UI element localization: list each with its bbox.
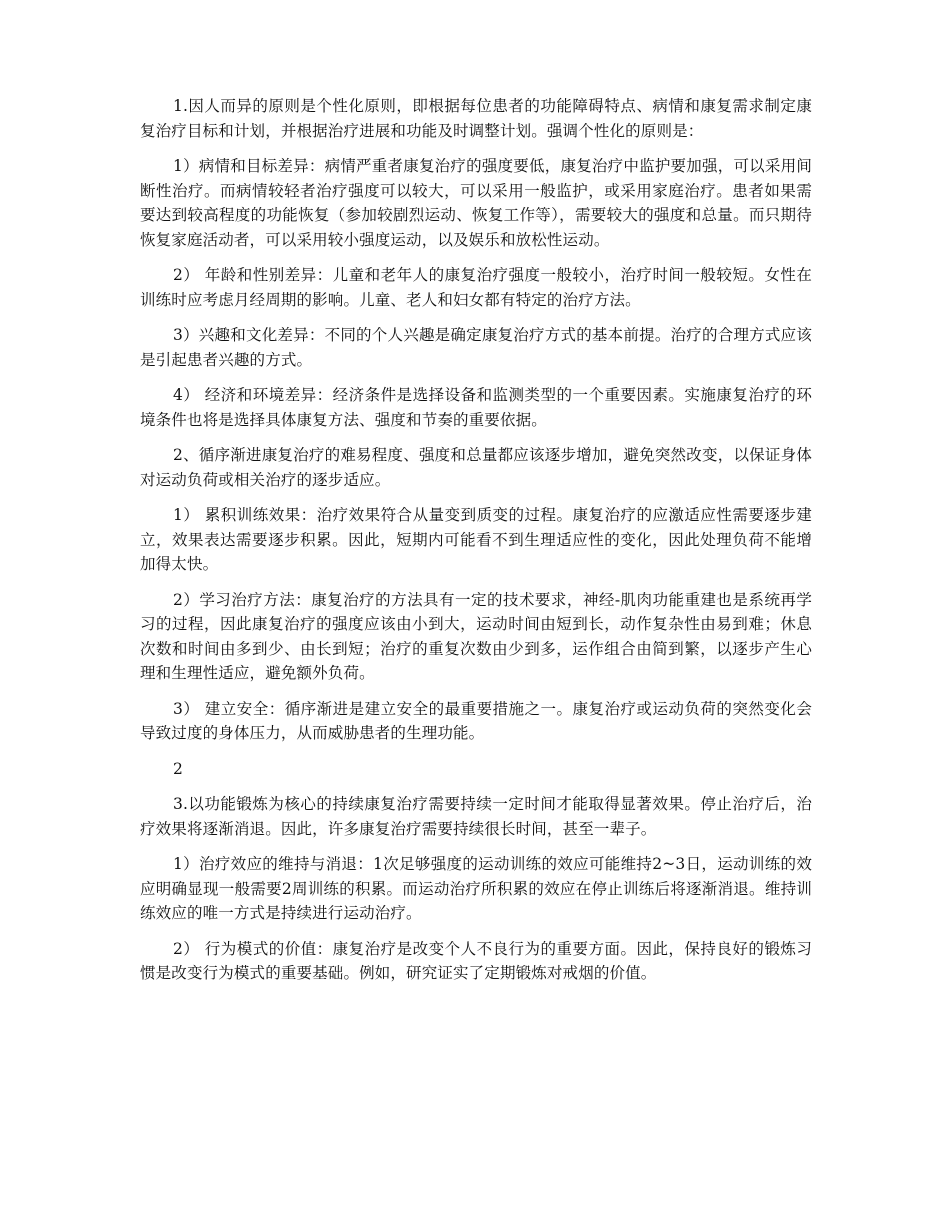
paragraph-principle-1: 1.因人而异的原则是个性化原则，即根据每位患者的功能障碍特点、病情和康复需求制定康复治疗目标和计划，并根据治疗进展和功能及时调整计划。强调个性化的原则是： [140,97,812,140]
paragraph-principle-2: 2、循序渐进康复治疗的难易程度、强度和总量都应该逐步增加，避免突然改变，以保证身体对运动负荷或相关治疗的逐步适应。 [140,446,812,489]
paragraph-behavior-pattern: 2） 行为模式的价值：康复治疗是改变个人不良行为的重要方面。因此，保持良好的锻炼习惯是改变行为模式的重要基础。例如，研究证实了定期锻炼对戒烟的价值。 [140,939,812,982]
paragraph-economy-environment: 4） 经济和环境差异：经济条件是选择设备和监测类型的一个重要因素。实施康复治疗的环境条件也将是选择具体康复方法、强度和节奏的重要依据。 [140,386,812,429]
paragraph-condition-goal: 1）病情和目标差异：病情严重者康复治疗的强度要低，康复治疗中监护要加强，可以采用间断性治疗。而病情较轻者治疗强度可以较大，可以采用一般监护，或采用家庭治疗。患者如果需要达到较高程度的功能恢复（参加较剧烈运动、恢复工作等），需要较大的强度和总量。而只期待恢复家庭活动者，可以采用较小强度运动，以及娱乐和放松性运动。 [140,157,812,249]
paragraph-effect-maintenance: 1）治疗效应的维持与消退：1次足够强度的运动训练的效应可能维持2~3日，运动训练的效应明确显现一般需要2周训练的积累。而运动治疗所积累的效应在停止训练后将逐渐消退。维持训练效应的唯一方式是持续进行运动治疗。 [140,855,812,922]
document-page [140,94,812,997]
paragraph-interest-culture: 3）兴趣和文化差异：不同的个人兴趣是确定康复治疗方式的基本前提。治疗的合理方式应该是引起患者兴趣的方式。 [140,326,812,369]
paragraph-age-gender: 2） 年龄和性别差异：儿童和老年人的康复治疗强度一般较小，治疗时间一般较短。女性在训练时应考虑月经周期的影响。儿童、老人和妇女都有特定的治疗方法。 [140,266,812,309]
page-number: 2 [173,759,184,778]
paragraph-cumulative-effect: 1） 累积训练效果：治疗效果符合从量变到质变的过程。康复治疗的应激适应性需要逐步建立，效果表达需要逐步积累。因此，短期内可能看不到生理适应性的变化，因此处理负荷不能增加得太快。 [140,506,812,573]
paragraph-learning-method: 2）学习治疗方法：康复治疗的方法具有一定的技术要求，神经-肌肉功能重建也是系统再学习的过程，因此康复治疗的强度应该由小到大，运动时间由短到长，动作复杂性由易到难；休息次数和时间由多到少、由长到短；治疗的重复次数由少到多，运作组合由简到繁，以逐步产生心理和生理性适应，避免额外负荷。 [140,590,812,682]
paragraph-safety: 3） 建立安全：循序渐进是建立安全的最重要措施之一。康复治疗或运动负荷的突然变化会导致过度的身体压力，从而威胁患者的生理功能。 [140,699,812,742]
paragraph-principle-3: 3.以功能锻炼为核心的持续康复治疗需要持续一定时间才能取得显著效果。停止治疗后，治疗效果将逐渐消退。因此，许多康复治疗需要持续很长时间，甚至一辈子。 [140,795,812,838]
